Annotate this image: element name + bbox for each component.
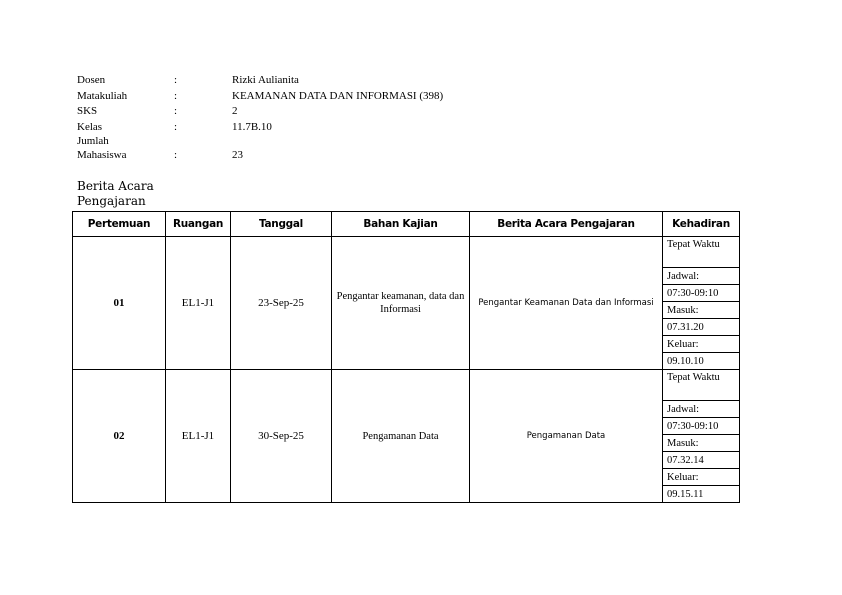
info-row-kelas — [77, 120, 443, 136]
cell-bahan-kajian: Pengamanan Data — [332, 370, 470, 503]
table-row — [73, 237, 740, 370]
cell-berita-acara: Pengamanan Data — [470, 370, 663, 503]
sks-colon: : — [174, 105, 178, 117]
kehadiran-status: Tepat Waktu — [667, 372, 720, 383]
info-row-sks — [77, 104, 443, 120]
header-ruangan: Ruangan — [166, 212, 231, 237]
header-berita-acara: Berita Acara Pengajaran — [470, 212, 663, 237]
section-title — [77, 179, 154, 209]
matakuliah-colon: : — [174, 89, 178, 102]
info-row-mahasiswa — [77, 148, 443, 164]
dosen-value: Rizki Aulianita — [232, 74, 299, 86]
info-row-dosen — [77, 73, 443, 89]
section-title-line1: Berita Acara — [77, 179, 154, 193]
kehadiran-keluar-value: 09.10.10 — [663, 352, 739, 369]
kehadiran-jadwal-label: Jadwal: — [663, 400, 739, 417]
section-title-line2: Pengajaran — [77, 194, 146, 208]
kehadiran-masuk-label: Masuk: — [663, 434, 739, 451]
dosen-label: Dosen — [77, 74, 106, 86]
mahasiswa-value: 23 — [232, 149, 243, 161]
header-kehadiran: Kehadiran — [663, 212, 740, 237]
kehadiran-masuk-label: Masuk: — [663, 301, 739, 318]
cell-ruangan: EL1-J1 — [166, 237, 231, 370]
kehadiran-keluar-label: Keluar: — [663, 468, 739, 485]
sks-label: SKS — [77, 105, 98, 117]
cell-ruangan: EL1-J1 — [166, 370, 231, 503]
mahasiswa-label: Mahasiswa — [77, 149, 127, 161]
matakuliah-label: Matakuliah — [77, 89, 128, 102]
info-row-jumlah — [77, 135, 443, 148]
cell-berita-acara: Pengantar Keamanan Data dan Informasi — [470, 237, 663, 370]
kelas-label: Kelas — [77, 120, 103, 133]
kehadiran-keluar-value: 09.15.11 — [663, 485, 739, 502]
sks-value: 2 — [232, 105, 238, 117]
kehadiran-masuk-value: 07.31.20 — [663, 318, 739, 335]
kehadiran-jadwal-value: 07:30-09:10 — [663, 284, 739, 301]
table-header-row — [73, 212, 740, 237]
cell-kehadiran — [663, 370, 740, 503]
cell-pertemuan: 01 — [73, 237, 166, 370]
jumlah-label: Jumlah — [77, 135, 109, 147]
kelas-value: 11.7B.10 — [232, 120, 272, 133]
header-tanggal: Tanggal — [231, 212, 332, 237]
info-row-matakuliah — [77, 89, 443, 105]
kehadiran-jadwal-label: Jadwal: — [663, 267, 739, 284]
header-pertemuan: Pertemuan — [73, 212, 166, 237]
cell-pertemuan: 02 — [73, 370, 166, 503]
kehadiran-keluar-label: Keluar: — [663, 335, 739, 352]
cell-bahan-kajian: Pengantar keamanan, data dan Informasi — [332, 237, 470, 370]
matakuliah-value: KEAMANAN DATA DAN INFORMASI (398) — [232, 89, 444, 102]
lecture-info — [77, 73, 443, 164]
header-bahan-kajian: Bahan Kajian — [332, 212, 470, 237]
attendance-table — [72, 211, 740, 503]
dosen-colon: : — [174, 74, 178, 86]
cell-tanggal: 23-Sep-25 — [231, 237, 332, 370]
cell-tanggal: 30-Sep-25 — [231, 370, 332, 503]
kelas-colon: : — [174, 120, 178, 133]
kehadiran-status: Tepat Waktu — [667, 239, 720, 250]
cell-kehadiran — [663, 237, 740, 370]
kehadiran-masuk-value: 07.32.14 — [663, 451, 739, 468]
table-row — [73, 370, 740, 503]
mahasiswa-colon: : — [174, 149, 178, 161]
kehadiran-jadwal-value: 07:30-09:10 — [663, 417, 739, 434]
